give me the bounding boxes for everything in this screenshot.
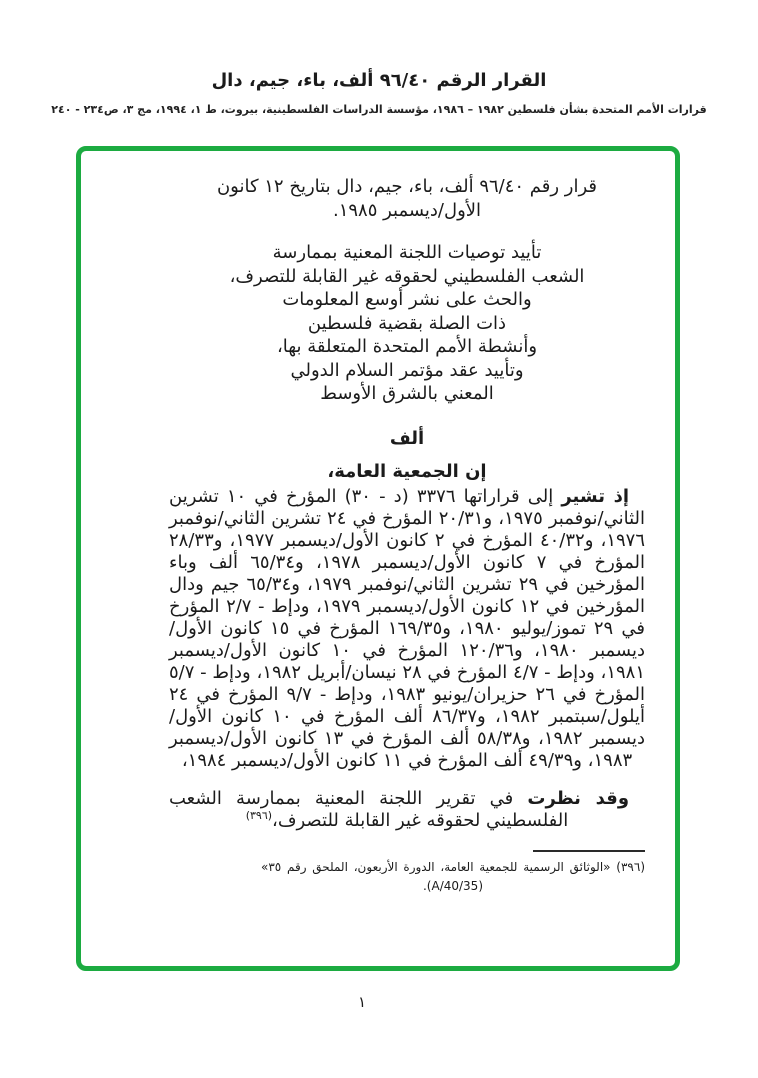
section-letter: ألف — [389, 427, 425, 449]
footnote-text: «الوثائق الرسمية للجمعية العامة، الدورة الأربعون، الملحق رقم ٣٥» — [261, 859, 611, 874]
considered-lead: وقد نظرت — [527, 787, 630, 809]
resolution-intro — [169, 175, 645, 223]
resolution-title-block — [169, 241, 645, 406]
title-line-7: المعني بالشرق الأوسط — [320, 383, 494, 404]
title-line-3: والحث على نشر أوسع المعلومات — [282, 289, 532, 310]
considered-text: في تقرير اللجنة المعنية بممارسة الشعب الفلسطيني لحقوقه غير القابلة للتصرف، — [169, 787, 569, 831]
title-line-1: تأييد توصيات اللجنة المعنية بممارسة — [272, 242, 542, 263]
footnote — [261, 858, 645, 896]
resolution-frame — [76, 146, 680, 971]
title-line-6: وتأييد عقد مؤتمر السلام الدولي — [290, 359, 524, 381]
title-line-5: وأنشطة الأمم المتحدة المتعلقة بها، — [276, 336, 538, 357]
recalling-paragraph — [169, 486, 645, 772]
footnote-rule — [533, 850, 645, 852]
title-line-2: الشعب الفلسطيني لحقوقه غير القابلة للتصرف، — [229, 265, 585, 287]
document-source-line: قرارات الأمم المتحدة بشأن فلسطين ١٩٨٢ – ١٩٨٦، مؤسسة الدراسات الفلسطينية، بيروت، ط ١، ١٩٩٤، مج ٣، ص٢٣٤ - ٢٤٠ — [51, 103, 707, 116]
intro-line-1: قرار رقم ٩٦/٤٠ ألف، باء، جيم، دال بتاريخ ١٢ كانون — [216, 176, 598, 197]
recalling-text: إلى قراراتها ٣٣٧٦ (د - ٣٠) المؤرخ في ١٠ تشرين الثاني/نوفمبر ١٩٧٥، و٢٠/٣١ المؤرخ في ٢٤ تشرين الثاني/نوفمبر ١٩٧٦، و٤٠/٣٢ المؤرخ في ٢ كانون الأول/ديسمبر ١٩٧٧، و٢٨/٣٣ المؤرخ في ٧ كانون الأول/ديسمبر ١٩٧٨، و٦٥/٣٤ ألف وباء المؤرخين في ٢٩ تشرين الثاني/نوفمبر ١٩٧٩، و٦٥/٣٤ جيم ودال المؤرخين في ١٢ كانون الأول/ديسمبر ١٩٧٩، ودإط - ٢/٧ المؤرخ في ٢٩ تموز/يوليو ١٩٨٠، و١٦٩/٣٥ المؤرخ في ١٥ كانون الأول/ديسمبر ١٩٨٠، و١٢٠/٣٦ المؤرخ في ١٠ كانون الأول/ديسمبر ١٩٨١، ودإط - ٤/٧ المؤرخ في ٢٨ نيسان/أبريل ١٩٨٢، ودإط - ٥/٧ المؤرخ في ٢٦ حزيران/يونيو ١٩٨٣، ودإط - ٩/٧ المؤرخ في ٢٤ أيلول/سبتمبر ١٩٨٢، و٨٦/٣٧ ألف المؤرخ في ١٠ كانون الأول/ديسمبر ١٩٨٢، و٥٨/٣٨ ألف المؤرخ في ١٣ كانون الأول/ديسمبر ١٩٨٣، و٤٩/٣٩ ألف المؤرخ في ١١ كانون الأول/ديسمبر ١٩٨٤، — [169, 485, 646, 771]
footnote-ref-marker: (٣٩٦) — [245, 808, 273, 822]
footnote-doc-symbol: (A/40/35). — [422, 878, 484, 893]
document-title: القرار الرقم ٩٦/٤٠ ألف، باء، جيم، دال — [211, 70, 547, 91]
considered-paragraph — [169, 788, 645, 832]
page-number: ١ — [357, 993, 367, 1011]
recalling-lead: إذ تشير — [561, 485, 630, 507]
intro-line-2: الأول/ديسمبر ١٩٨٥. — [332, 200, 482, 221]
preamble-opening: إن الجمعية العامة، — [327, 460, 487, 482]
footnote-marker: (٣٩٦) — [616, 859, 645, 874]
title-line-4: ذات الصلة بقضية فلسطين — [307, 312, 507, 334]
